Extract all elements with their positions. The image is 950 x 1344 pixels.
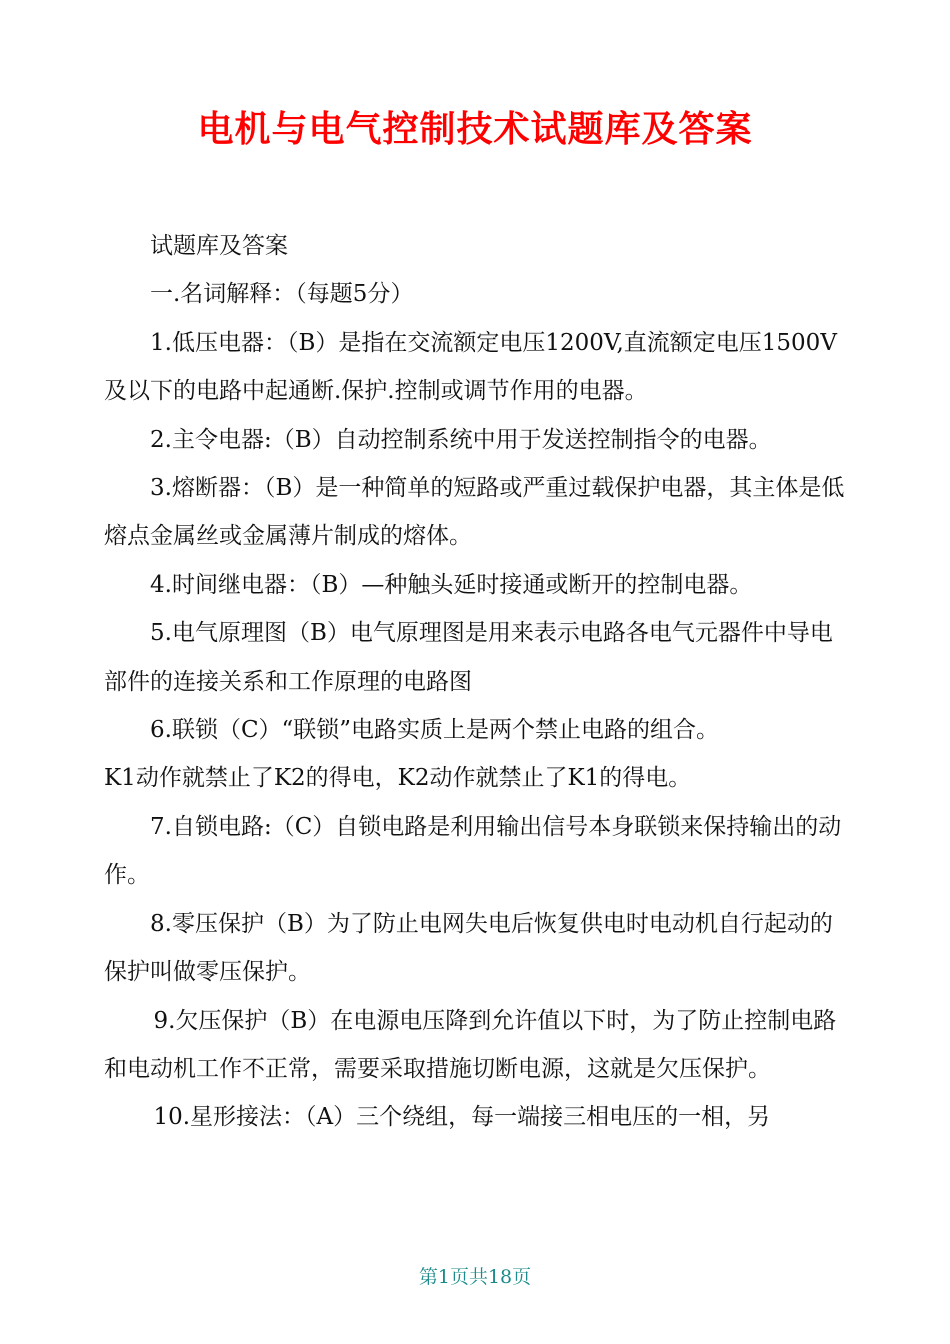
definition-item-10: 10.星形接法：（A）三个绕组，每一端接三相电压的一相，另	[153, 1104, 771, 1131]
definition-item-3: 3.熔断器：（B）是一种简单的短路或严重过载保护电器，其主体是低熔点金属丝或金属薄片制成的熔体。	[104, 475, 845, 550]
definition-item-1: 1.低压电器：（B）是指在交流额定电压1200V,直流额定电压1500V及以下的电路中起通断.保护.控制或调节作用的电器。	[104, 329, 837, 405]
section-heading-answers: 试题库及答案	[150, 233, 288, 259]
document-body	[104, 222, 848, 1142]
definition-item-4: 4.时间继电器：（B）—种触头延时接通或断开的控制电器。	[150, 571, 753, 598]
definition-item-7: 7.自锁电路:（C）自锁电路是利用输出信号本身联锁来保持输出的动作。	[104, 813, 842, 889]
section-heading-definitions: 一.名词解释：（每题5分）	[150, 281, 414, 308]
document-title: 电机与电气控制技术试题库及答案	[197, 109, 753, 150]
definition-item-2: 2.主令电器:（B）自动控制系统中用于发送控制指令的电器。	[150, 426, 772, 453]
definition-item-6-continued: K1动作就禁止了K2的得电，K2动作就禁止了K1的得电。	[104, 765, 692, 792]
definition-item-6: 6.联锁（C）“联锁”电路实质上是两个禁止电路的组合。	[150, 717, 720, 744]
page-number-footer: 第1页共18页	[418, 1266, 532, 1288]
definition-item-8: 8.零压保护（B）为了防止电网失电后恢复供电时电动机自行起动的保护叫做零压保护。	[104, 910, 833, 986]
definition-item-5: 5.电气原理图（B）电气原理图是用来表示电路各电气元器件中导电部件的连接关系和工作原理的电路图	[104, 620, 833, 695]
definition-item-9: 9.欠压保护（B）在电源电压降到允许值以下时，为了防止控制电路和电动机工作不正常，需要采取措施切断电源，这就是欠压保护。	[104, 1007, 837, 1082]
